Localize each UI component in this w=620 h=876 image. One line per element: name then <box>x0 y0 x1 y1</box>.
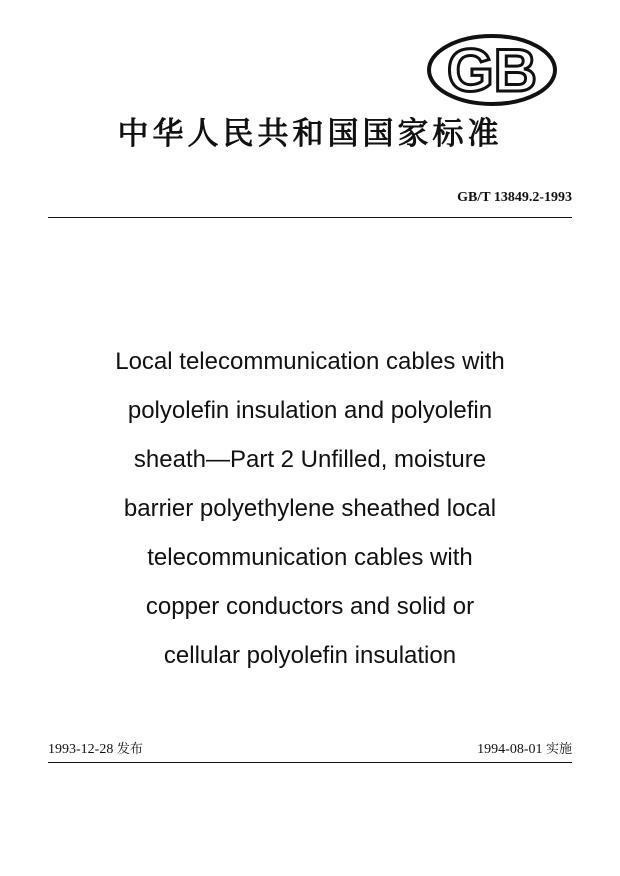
header-divider <box>48 217 572 218</box>
effective-date: 1994-08-01 <box>477 742 543 757</box>
title-line: copper conductors and solid or <box>145 593 475 620</box>
title-line: sheath—Part 2 Unfilled, moisture <box>133 446 487 473</box>
title-line: barrier polyethylene sheathed local <box>123 495 497 522</box>
title-line: polyolefin insulation and polyolefin <box>127 397 493 424</box>
effective-label: 实施 <box>545 742 572 757</box>
title-line: Local telecommunication cables with <box>115 348 505 375</box>
title-line: telecommunication cables with <box>147 544 473 571</box>
gb-logo <box>426 34 558 106</box>
footer-divider <box>48 762 572 763</box>
standard-number: GB/T 13849.2-1993 <box>457 190 572 205</box>
gb-logo-text: GB <box>447 37 537 104</box>
effective-info <box>477 740 572 760</box>
issue-info <box>48 740 143 760</box>
issue-date: 1993-12-28 <box>48 742 114 757</box>
organization-name: 中华人民共和国国家标准 <box>117 116 503 152</box>
issue-label: 发布 <box>116 742 143 757</box>
title-line: cellular polyolefin insulation <box>163 642 457 669</box>
document-title <box>40 337 580 680</box>
